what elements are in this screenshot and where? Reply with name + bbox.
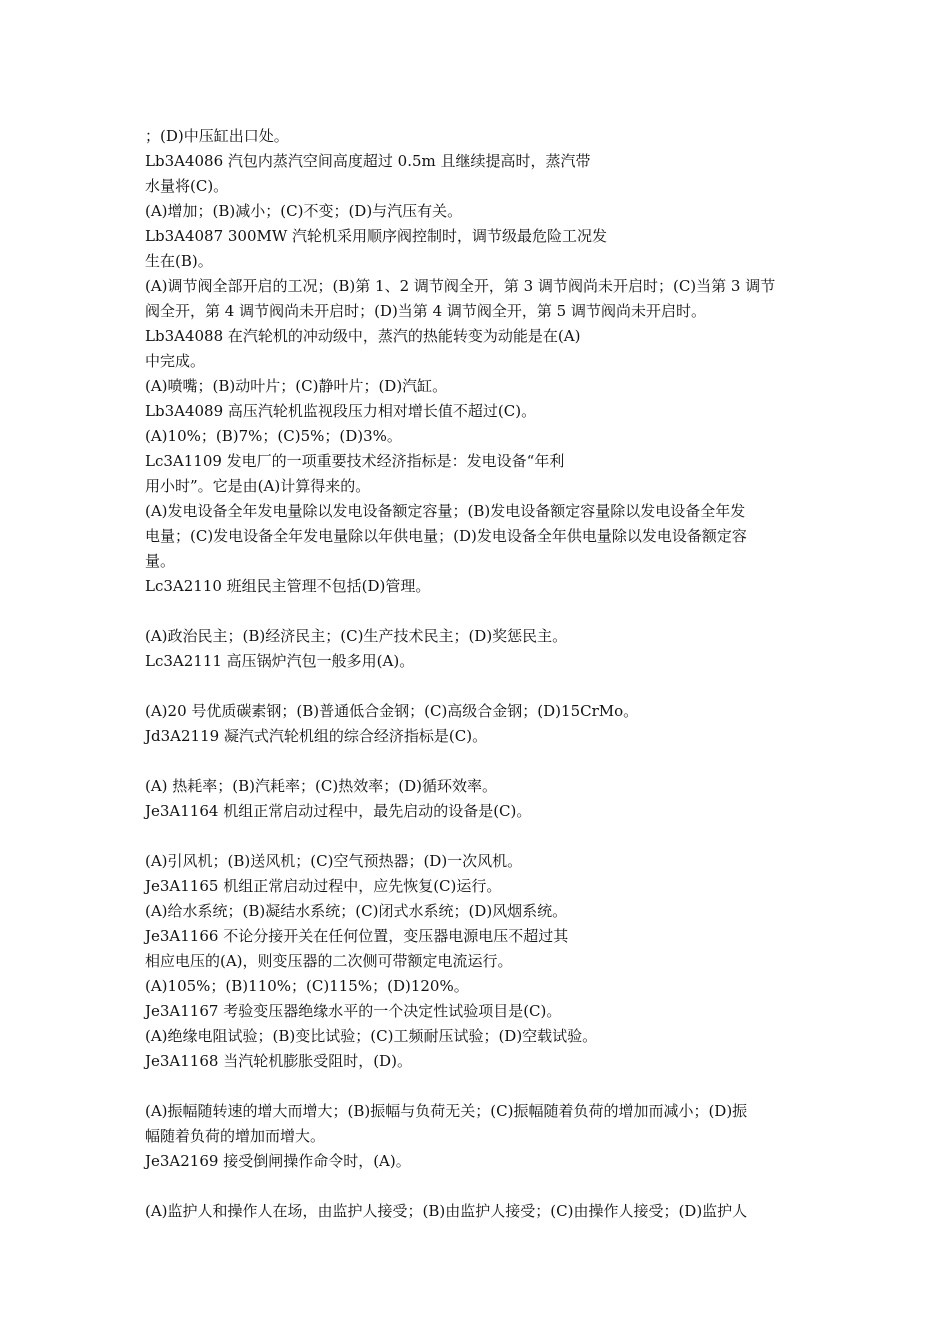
text-line: (A)引风机；(B)送风机；(C)空气预热器；(D)一次风机。 xyxy=(145,852,523,870)
text-line: 阀全开，第 4 调节阀尚未开启时；(D)当第 4 调节阀全开，第 5 调节阀尚未开启时。 xyxy=(145,302,706,320)
text-line: 相应电压的(A)，则变压器的二次侧可带额定电流运行。 xyxy=(145,952,513,970)
text-line: Je3A1168 当汽轮机膨胀受阻时，(D)。 xyxy=(145,1052,412,1070)
text-line: (A)振幅随转速的增大而增大；(B)振幅与负荷无关；(C)振幅随着负荷的增加而减小；(D)振 xyxy=(145,1102,748,1120)
text-line: Lc3A1109 发电厂的一项重要技术经济指标是：发电设备“年利 xyxy=(145,452,565,470)
text-line: ；(D)中压缸出口处。 xyxy=(145,127,289,145)
text-line: Lc3A2111 高压锅炉汽包一般多用(A)。 xyxy=(145,652,415,670)
text-line: Lc3A2110 班组民主管理不包括(D)管理。 xyxy=(145,577,431,595)
text-line: Je3A2169 接受倒闸操作命令时，(A)。 xyxy=(145,1152,411,1170)
text-line: Lb3A4086 汽包内蒸汽空间高度超过 0.5m 且继续提高时，蒸汽带 xyxy=(145,152,591,170)
text-line: (A)105%；(B)110%；(C)115%；(D)120%。 xyxy=(145,977,469,995)
text-line: Je3A1166 不论分接开关在任何位置，变压器电源电压不超过其 xyxy=(145,927,569,945)
blank-line xyxy=(145,749,815,774)
text-line: 电量；(C)发电设备全年发电量除以年供电量；(D)发电设备全年供电量除以发电设备额定容 xyxy=(145,527,747,545)
text-line: (A) 热耗率；(B)汽耗率；(C)热效率；(D)循环效率。 xyxy=(145,777,497,795)
text-line: 量。 xyxy=(145,552,176,570)
text-line: 用小时”。它是由(A)计算得来的。 xyxy=(145,477,371,495)
text-line: Lb3A4088 在汽轮机的冲动级中，蒸汽的热能转变为动能是在(A) xyxy=(145,327,581,345)
text-line: 中完成。 xyxy=(145,352,206,370)
text-line: (A)喷嘴；(B)动叶片；(C)静叶片；(D)汽缸。 xyxy=(145,377,448,395)
text-line: Jd3A2119 凝汽式汽轮机组的综合经济指标是(C)。 xyxy=(145,727,488,745)
text-line: (A)政治民主；(B)经济民主；(C)生产技术民主；(D)奖惩民主。 xyxy=(145,627,568,645)
text-line: (A)监护人和操作人在场，由监护人接受；(B)由监护人接受；(C)由操作人接受；(D)监护人 xyxy=(145,1202,748,1220)
blank-line xyxy=(145,1074,815,1099)
blank-line xyxy=(145,1174,815,1199)
blank-line xyxy=(145,824,815,849)
text-line: 幅随着负荷的增加而增大。 xyxy=(145,1127,326,1145)
text-line: Je3A1165 机组正常启动过程中，应先恢复(C)运行。 xyxy=(145,877,502,895)
text-line: (A)增加；(B)减小；(C)不变；(D)与汽压有关。 xyxy=(145,202,463,220)
document-body xyxy=(145,124,815,1224)
text-line: Je3A1164 机组正常启动过程中，最先启动的设备是(C)。 xyxy=(145,802,532,820)
text-line: Lb3A4087 300MW 汽轮机采用顺序阀控制时，调节级最危险工况发 xyxy=(145,227,608,245)
text-line: (A)10%；(B)7%；(C)5%；(D)3%。 xyxy=(145,427,402,445)
text-line: 生在(B)。 xyxy=(145,252,213,270)
text-line: Lb3A4089 高压汽轮机监视段压力相对增长值不超过(C)。 xyxy=(145,402,537,420)
blank-line xyxy=(145,599,815,624)
text-line: 水量将(C)。 xyxy=(145,177,229,195)
text-line: (A)发电设备全年发电量除以发电设备额定容量；(B)发电设备额定容量除以发电设备全年发 xyxy=(145,502,746,520)
text-line: (A)给水系统；(B)凝结水系统；(C)闭式水系统；(D)风烟系统。 xyxy=(145,902,568,920)
text-line: Je3A1167 考验变压器绝缘水平的一个决定性试验项目是(C)。 xyxy=(145,1002,562,1020)
text-line: (A)20 号优质碳素钢；(B)普通低合金钢；(C)高级合金钢；(D)15CrMo。 xyxy=(145,702,639,720)
text-line: (A)调节阀全部开启的工况；(B)第 1、2 调节阀全开，第 3 调节阀尚未开启时；(C)当第 3 调节 xyxy=(145,277,776,295)
text-line: (A)绝缘电阻试验；(B)变比试验；(C)工频耐压试验；(D)空载试验。 xyxy=(145,1027,598,1045)
blank-line xyxy=(145,674,815,699)
